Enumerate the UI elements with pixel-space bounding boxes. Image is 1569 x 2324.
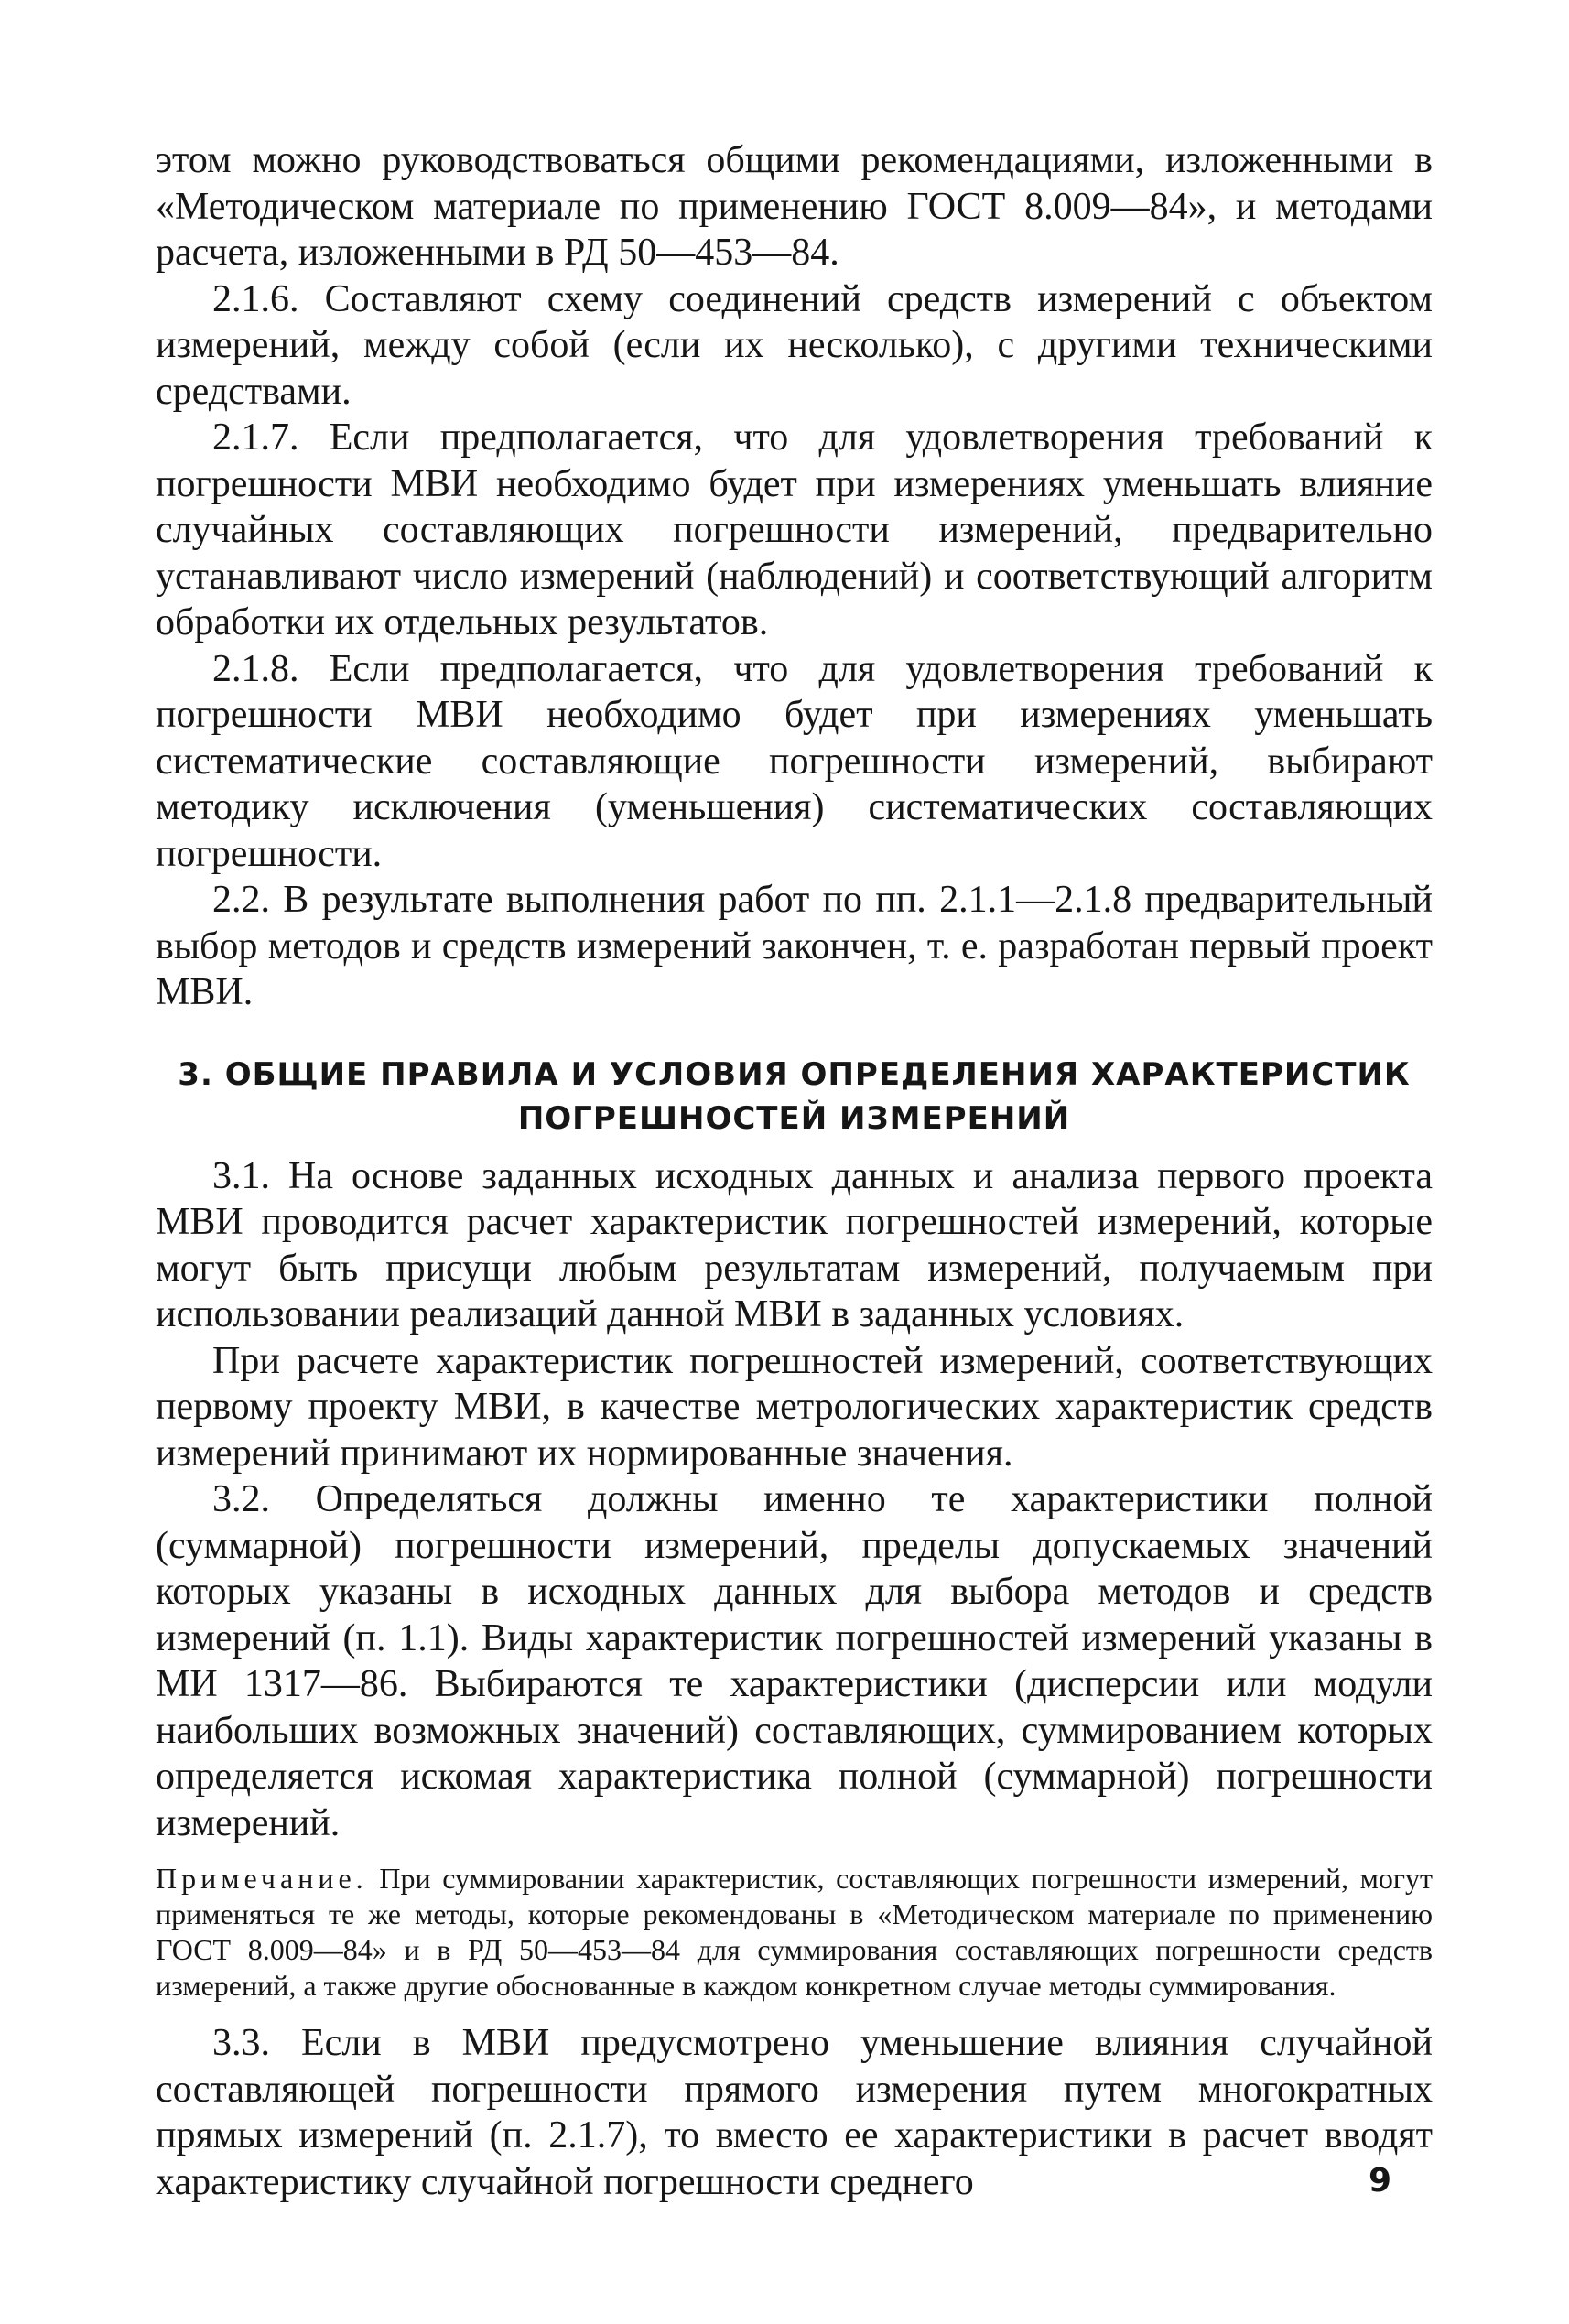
- note: [156, 1861, 1433, 2004]
- note-label: Примечание.: [156, 1862, 368, 1895]
- section-heading-line-2: ПОГРЕШНОСТЕЙ ИЗМЕРЕНИЙ: [517, 1099, 1071, 1137]
- paragraph-3-1-cont: При расчете характеристик погрешностей измерений, соответствующих первому проекту МВИ, в качестве метрологических характеристик средств измерений принимают их нормированные значения.: [156, 1339, 1433, 1475]
- section-heading: [156, 1053, 1433, 1140]
- paragraph-3-2: 3.2. Определяться должны именно те характеристики полной (суммарной) погрешности измерений, пределы допускаемых значений которых указаны в исходных данных для выбора методов и средств измерений (п. 1.1). Виды характеристик погрешностей измерений указаны в МИ 1317—86. Выбираются те характеристики (дисперсии или модули наибольших возможных значений) составляющих, суммированием которых определяется искомая характеристика полной (суммарной) погрешности измерений.: [156, 1478, 1433, 1844]
- paragraph-2-1-7: 2.1.7. Если предполагается, что для удовлетворения требований к погрешности МВИ необходимо будет при измерениях уменьшать влияние случайных составляющих погрешности измерений, предварительно устанавливают число измерений (наблюдений) и соответствующий алгоритм обработки их отдельных результатов.: [156, 416, 1433, 643]
- paragraph-2-1-6: 2.1.6. Составляют схему соединений средств измерений с объектом измерений, между собой (если их несколько), с другими техническими средствами.: [156, 277, 1433, 413]
- section-heading-line-1: 3. ОБЩИЕ ПРАВИЛА И УСЛОВИЯ ОПРЕДЕЛЕНИЯ ХАРАКТЕРИСТИК: [178, 1055, 1411, 1093]
- page-number: 9: [1369, 2162, 1392, 2200]
- paragraph-3-1: 3.1. На основе заданных исходных данных и анализа первого проекта МВИ проводится расчет характеристик погрешностей измерений, которые могут быть присущи любым результатам измерений, получаемым при использовании реализаций данной МВИ в заданных условиях.: [156, 1154, 1433, 1335]
- note-text: При суммировании характеристик, составляющих погрешности измерений, могут применяться те же методы, которые рекомендованы в «Методическом материале по применению ГОСТ 8.009—84» и в РД 50—453—84 для суммирования составляющих погрешности средств измерений, а также другие обоснованные в каждом конкретном случае методы суммирования.: [156, 1862, 1434, 2002]
- paragraph-2-1-8: 2.1.8. Если предполагается, что для удовлетворения требований к погрешности МВИ необходимо будет при измерениях уменьшать систематические составляющие погрешности измерений, выбирают методику исключения (уменьшения) систематических составляющих погрешности.: [156, 647, 1433, 875]
- paragraph-continuation: этом можно руководствоваться общими рекомендациями, изложенными в «Методическом материале по применению ГОСТ 8.009—84», и методами расчета, изложенными в РД 50—453—84.: [156, 139, 1433, 274]
- document-page: [156, 137, 1433, 2205]
- paragraph-2-2: 2.2. В результате выполнения работ по пп. 2.1.1—2.1.8 предварительный выбор методов и средств измерений закончен, т. е. разработан первый проект МВИ.: [156, 879, 1433, 1013]
- paragraph-3-3: 3.3. Если в МВИ предусмотрено уменьшение влияния случайной составляющей погрешности прямого измерения путем многократных прямых измерений (п. 2.1.7), то вместо ее характеристики в расчет вводят характеристику случайной погрешности среднего: [156, 2022, 1433, 2203]
